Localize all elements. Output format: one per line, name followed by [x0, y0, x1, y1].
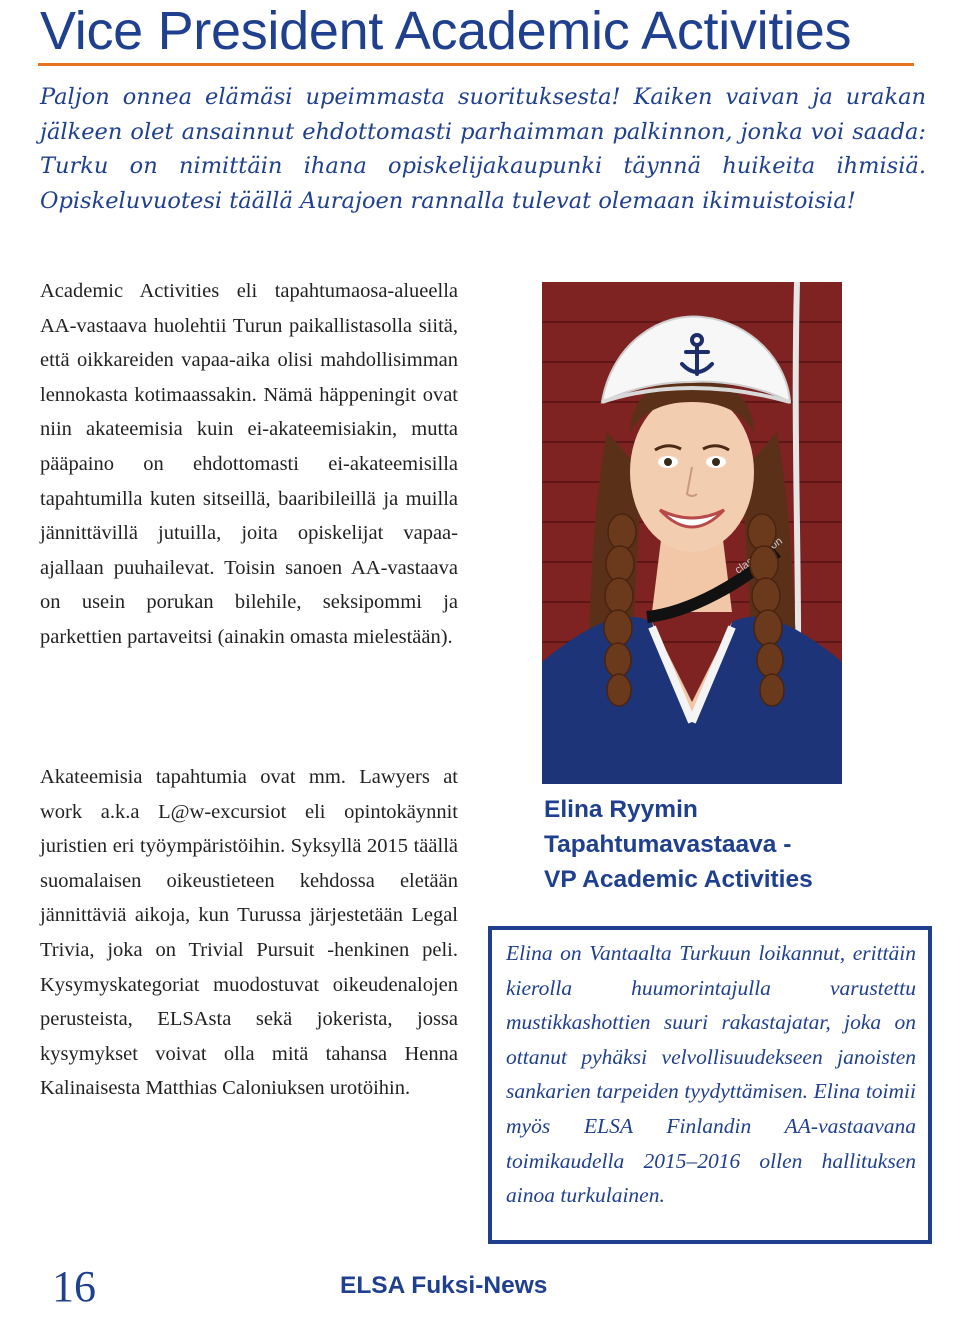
- bio-text: Elina on Vantaalta Turkuun loikannut, erittäin kierolla huumorintajulla varustettu mustikkashottien suuri rakastajatar, joka on ottanut pyhäksi velvollisuudekseen janoisten sankarien tarpeiden tyydyttämisen. Elina toimii myös ELSA Finlandin AA-vastaavana toimikaudella 2015–2016 ollen hallituksen ainoa turkulainen.: [506, 941, 916, 1208]
- caption-name: Elina Ryymin: [544, 796, 698, 823]
- body-paragraph-1: Academic Activities eli tapahtumaosa-alueella AA-vastaava huolehtii Turun paikallistasolla siitä, että oikkareiden vapaa-aika olisi mahdollisimman lennokasta kotimaassakin. Nämä häppeningit ovat niin akateemisia kuin ei-akateemisiakin, mutta pääpaino on ehdottomasti ei-akateemisilla tapahtumilla kuten sitseillä, baaribileillä ja muilla jännittävillä jutuilla, joita opiskelijat vapaa-ajallaan puuhailevat. Toisin sanoen AA-vastaava on usein porukan bilehile, seksipommi ja parkettien partaveitsi (ainakin omasta mielestään).: [40, 280, 458, 648]
- intro-text: Paljon onnea elämäsi upeimmasta suorituksesta! Kaiken vaivan ja urakan jälkeen olet ansainnut ehdottomasti parhaimman palkinnon, jonka voi saada: Turku on nimittäin ihana opiskelijakaupunki täynnä huikeita ihmisiä. Opiskeluvuotesi täällä Aurajoen rannalla tulevat olemaan ikimuistoisia!: [40, 84, 926, 214]
- publication-name: ELSA Fuksi-News: [340, 1272, 548, 1299]
- lanyard-text: clas: [732, 555, 756, 577]
- title-rule: [38, 63, 914, 66]
- page-number: 16: [52, 1262, 96, 1311]
- bio-box: [488, 926, 932, 1244]
- body-paragraph-2: Akateemisia tapahtumia ovat mm. Lawyers at work a.k.a L@w-excursiot eli opintokäynnit juristien eri työympäristöihin. Syksyllä 2015 täällä suomalaisen oikeustieteen kehdossa eletään jännittäviä aikoja, kun Turussa järjestetään Legal Trivia, joka on Trivial Pursuit -henkinen peli. Kysymyskategoriat muodostuvat oikeudenalojen perusteista, ELSAsta sekä jokerista, jossa kysymykset voivat olla mitä tahansa Henna Kalinaisesta Matthias Caloniuksen urotöihin.: [40, 766, 458, 1100]
- portrait-photo: [542, 282, 842, 784]
- photo-caption: [544, 792, 813, 897]
- caption-role-line-1: Tapahtumavastaava -: [544, 831, 792, 858]
- caption-role-line-2: VP Academic Activities: [544, 866, 813, 893]
- page-title: Vice President Academic Activities: [40, 1, 852, 61]
